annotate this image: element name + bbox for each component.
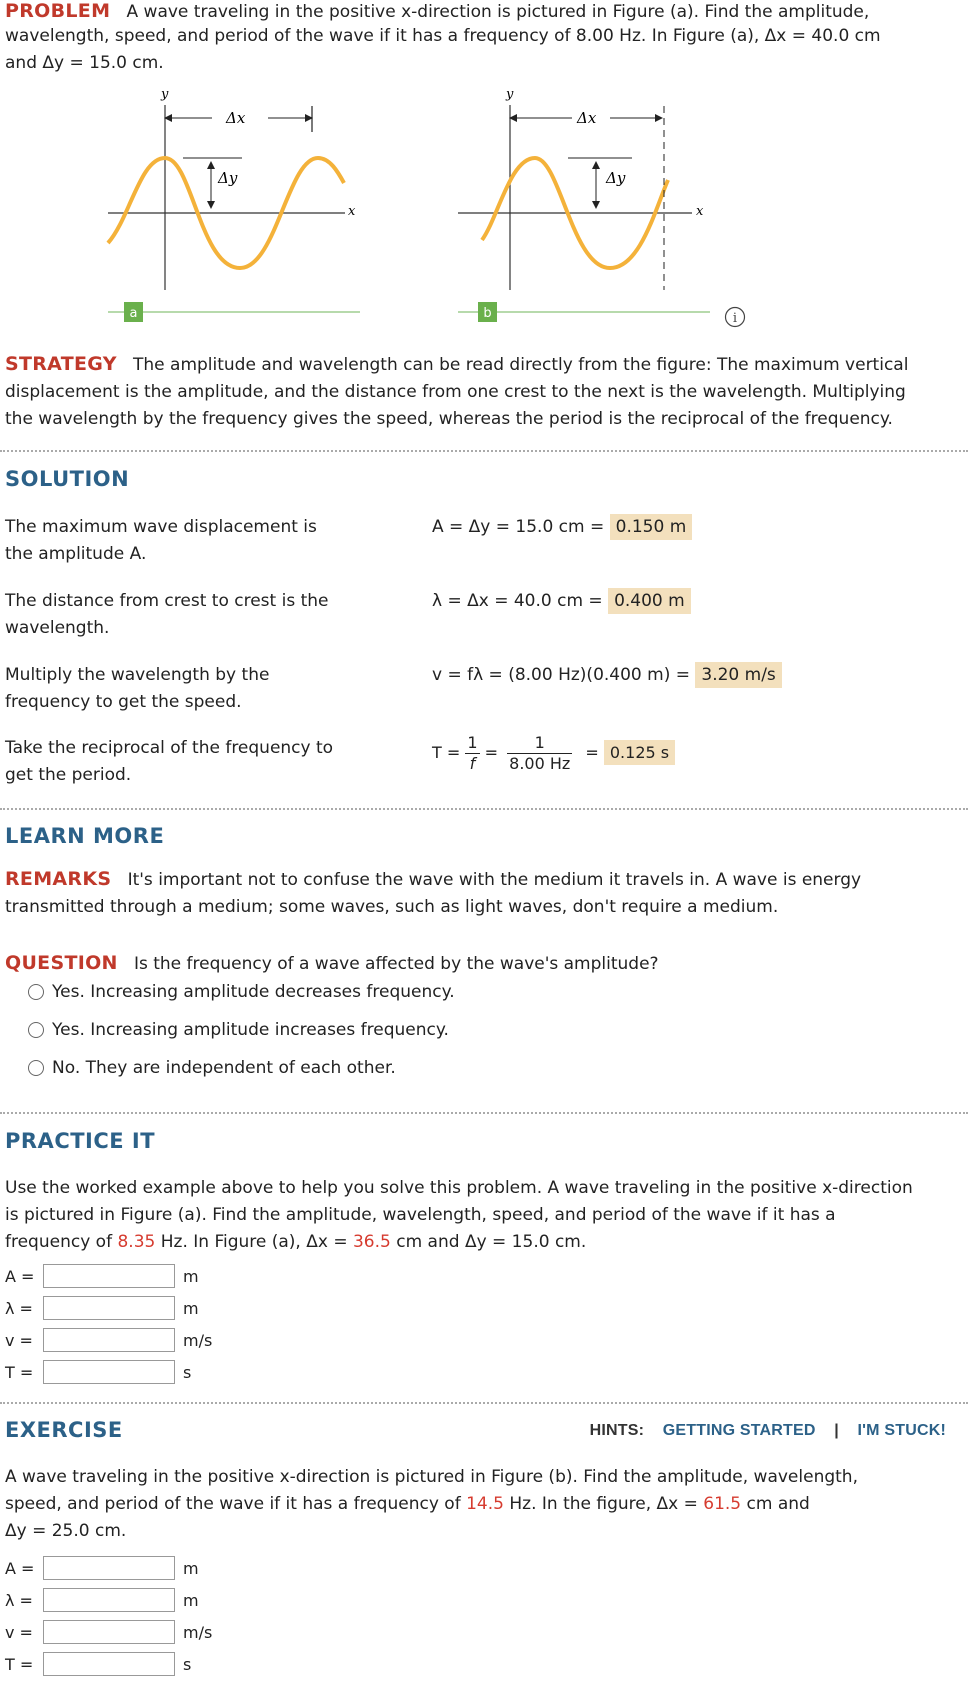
- exercise-row-period: T = s: [5, 1650, 191, 1678]
- solution-step-3-text: Multiply the wavelength by the frequency to get the speed.: [5, 665, 270, 712]
- y-axis-label-b: y: [506, 87, 514, 102]
- problem-line-1: PROBLEM A wave traveling in the positive x-direction is pictured in Figure (a). Find the amplitude,: [5, 0, 870, 22]
- divider: [0, 450, 968, 452]
- dx-label-b: Δx: [577, 109, 597, 127]
- hint-im-stuck-link[interactable]: I'M STUCK!: [857, 1422, 946, 1439]
- practice-row-amplitude: A = m: [5, 1262, 199, 1290]
- figure-a: [108, 87, 356, 290]
- info-icon[interactable]: [726, 308, 745, 327]
- solution-step-4-text: Take the reciprocal of the frequency to get the period.: [5, 738, 334, 785]
- strategy-line-1: STRATEGY The amplitude and wavelength can be read directly from the figure: The maximum vertical: [5, 353, 909, 375]
- practice-amplitude-input[interactable]: [43, 1264, 175, 1288]
- question-option-3[interactable]: No. They are independent of each other.: [28, 1058, 396, 1078]
- exercise-row-wavelength: λ = m: [5, 1586, 199, 1614]
- practice-dx: 36.5: [352, 1232, 391, 1252]
- figure-b: [458, 87, 704, 290]
- divider: [0, 1402, 968, 1404]
- dy-label-a: Δy: [218, 169, 238, 187]
- problem-section: [5, 0, 965, 77]
- practice-frequency: 8.35: [117, 1232, 156, 1252]
- question-option-1[interactable]: Yes. Increasing amplitude decreases frequency.: [28, 982, 455, 1002]
- strategy-label: STRATEGY: [5, 353, 117, 375]
- radio-button[interactable]: [28, 1060, 44, 1076]
- question-option-2[interactable]: Yes. Increasing amplitude increases frequency.: [28, 1020, 449, 1040]
- exercise-speed-input[interactable]: [43, 1620, 175, 1644]
- practice-row-speed: v = m/s: [5, 1326, 212, 1354]
- strategy-line-3: the wavelength by the frequency gives the speed, whereas the period is the reciprocal of the frequency.: [5, 409, 893, 429]
- hints-bar: HINTS: GETTING STARTED | I'M STUCK!: [589, 1422, 946, 1439]
- practice-row-wavelength: λ = m: [5, 1294, 199, 1322]
- problem-line-2: wavelength, speed, and period of the wave if it has a frequency of 8.00 Hz. In Figure (a), Δx = 40.0 cm: [5, 26, 881, 46]
- practice-row-period: T = s: [5, 1358, 191, 1386]
- practice-speed-input[interactable]: [43, 1328, 175, 1352]
- figure-a-label: a: [129, 306, 138, 321]
- figure-b-label: b: [483, 306, 492, 321]
- dy-label-b: Δy: [606, 169, 626, 187]
- radio-button[interactable]: [28, 984, 44, 1000]
- question-label: QUESTION: [5, 952, 118, 974]
- solution-step-1-eq: A = Δy = 15.0 cm = 0.150 m: [432, 514, 692, 541]
- solution-title: SOLUTION: [5, 467, 130, 491]
- hint-getting-started-link[interactable]: GETTING STARTED: [662, 1422, 816, 1439]
- problem-line-3: and Δy = 15.0 cm.: [5, 53, 164, 73]
- learn-more-title: LEARN MORE: [5, 824, 165, 848]
- solution-step-3-eq: v = fλ = (8.00 Hz)(0.400 m) = 3.20 m/s: [432, 662, 782, 689]
- solution-step-1-text: The maximum wave displacement is the amplitude A.: [5, 517, 317, 564]
- exercise-text: A wave traveling in the positive x-direction is pictured in Figure (b). Find the amplitude, wavelength, speed, and period of the wave if it has a frequency of 14.5 Hz. In the figure, Δx = 61.5 cm and Δy = 25.0 cm.: [5, 1467, 858, 1541]
- exercise-wavelength-input[interactable]: [43, 1588, 175, 1612]
- exercise-row-speed: v = m/s: [5, 1618, 212, 1646]
- practice-text: Use the worked example above to help you solve this problem. A wave traveling in the positive x-direction is pictured in Figure (a). Find the amplitude, wavelength, speed, and period of the wave if it has a frequency of 8.35 Hz. In Figure (a), Δx = 36.5 cm and Δy = 15.0 cm.: [5, 1178, 913, 1252]
- strategy-line-2: displacement is the amplitude, and the distance from one crest to the next is the wavelength. Multiplying: [5, 382, 906, 402]
- x-axis-label: x: [348, 204, 356, 219]
- answer-speed: 3.20 m/s: [695, 662, 781, 688]
- remarks-label: REMARKS: [5, 868, 112, 890]
- exercise-dx: 61.5: [703, 1494, 742, 1514]
- radio-button[interactable]: [28, 1022, 44, 1038]
- practice-period-input[interactable]: [43, 1360, 175, 1384]
- exercise-row-amplitude: A = m: [5, 1554, 199, 1582]
- problem-label: PROBLEM: [5, 0, 111, 22]
- strategy-section: [5, 351, 965, 433]
- wave-figure: [0, 80, 968, 330]
- remarks-section: REMARKS It's important not to confuse the wave with the medium it travels in. A wave is energy transmitted through a medium; some waves, such as light waves, don't require a medium.: [5, 868, 862, 917]
- question-text: Is the frequency of a wave affected by the wave's amplitude?: [133, 954, 659, 974]
- divider: [0, 808, 968, 810]
- solution-step-2-text: The distance from crest to crest is the wavelength.: [5, 591, 329, 638]
- question-section: [5, 950, 965, 978]
- y-axis-label: y: [161, 87, 169, 102]
- practice-title: PRACTICE IT: [5, 1129, 156, 1153]
- divider: [0, 1112, 968, 1114]
- exercise-amplitude-input[interactable]: [43, 1556, 175, 1580]
- answer-period: 0.125 s: [604, 740, 675, 765]
- answer-amplitude: 0.150 m: [610, 514, 693, 540]
- exercise-period-input[interactable]: [43, 1652, 175, 1676]
- x-axis-label-b: x: [696, 204, 704, 219]
- solution-step-2-eq: λ = Δx = 40.0 cm = 0.400 m: [432, 588, 691, 615]
- answer-wavelength: 0.400 m: [608, 588, 691, 614]
- hints-label: HINTS:: [589, 1422, 645, 1439]
- solution-step-4-eq: T = $\frac{1}{f}$ = $\frac{1}{8.00 Hz}$ = 0.125 s: [432, 733, 675, 774]
- practice-wavelength-input[interactable]: [43, 1296, 175, 1320]
- exercise-title: EXERCISE: [5, 1418, 123, 1442]
- dx-label-a: Δx: [226, 109, 246, 127]
- exercise-frequency: 14.5: [466, 1494, 504, 1514]
- svg-text:i: i: [732, 311, 738, 326]
